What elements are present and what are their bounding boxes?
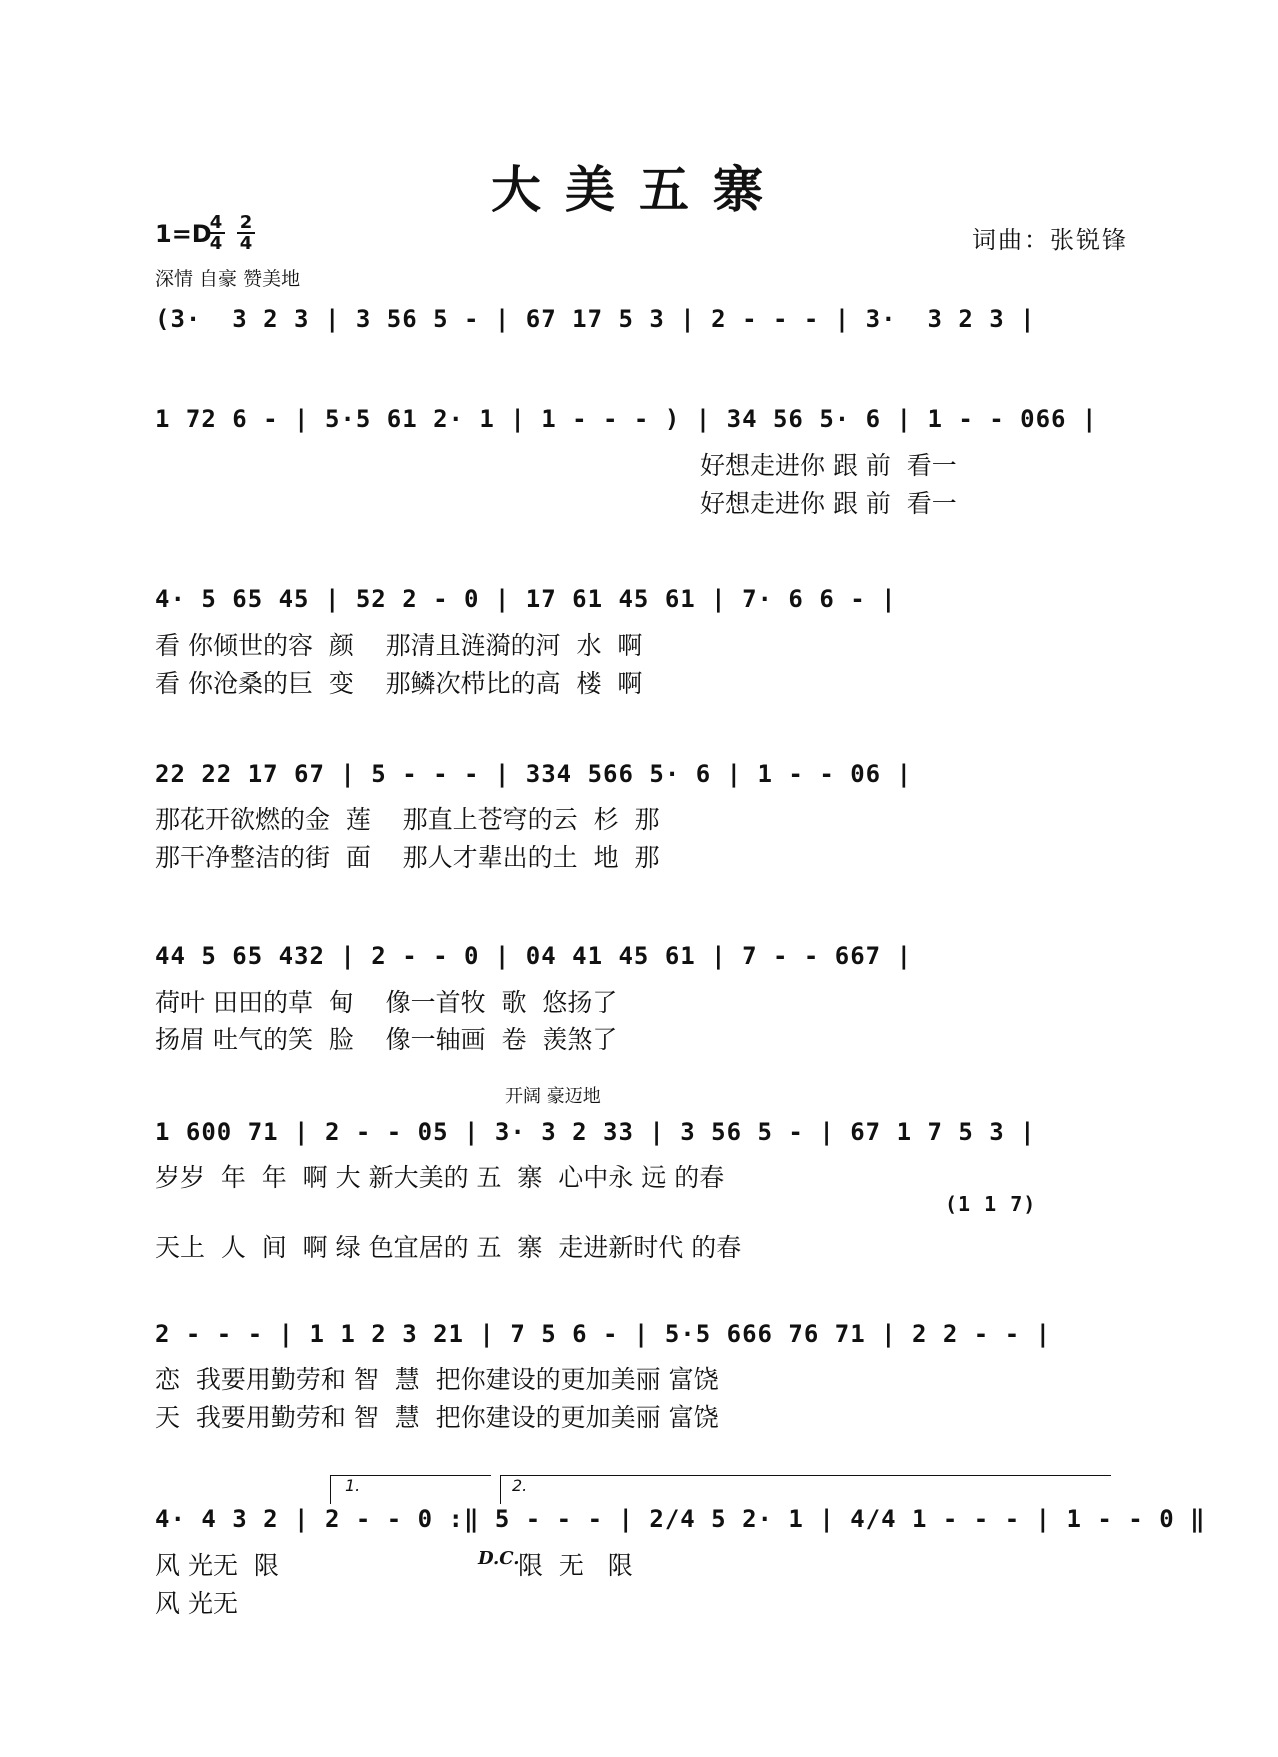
section-marking: 开阔 豪迈地 xyxy=(505,1086,601,1107)
notation-system-3: 4· 5 65 45 | 52 2 - 0 | 17 61 45 61 | 7· 6 6 - | xyxy=(155,585,897,613)
lyric-line-1-continued: 限 无 限 xyxy=(518,1551,633,1580)
lyric-line-2: 扬眉 吐气的笑 脸 像一轴画 卷 羡煞了 xyxy=(155,1025,618,1054)
notation-system-8: 4· 4 3 2 | 2 - - 0 :‖ 5 - - - | 2/4 5 2· 1 | 4/4 1 - - - | 1 - - 0 ‖ xyxy=(155,1505,1206,1533)
alternate-notes: (1 1 7) xyxy=(945,1192,1037,1216)
lyric-line-1: 好想走进你 跟 前 看一 xyxy=(700,451,957,480)
time-signature-4-4 xyxy=(205,214,227,252)
notation-system-5: 44 5 65 432 | 2 - - 0 | 04 41 45 61 | 7 - - 667 | xyxy=(155,942,913,970)
lyric-line-2: 风 光无 xyxy=(155,1589,238,1618)
notation-system-7: 2 - - - | 1 1 2 3 21 | 7 5 6 - | 5·5 666 76 71 | 2 2 - - | xyxy=(155,1320,1052,1348)
lyric-line-2: 天上 人 间 啊 绿 色宜居的 五 寨 走进新时代 的春 xyxy=(155,1233,742,1262)
time-signature-2-4 xyxy=(235,214,257,252)
key-signature: 1=D xyxy=(155,220,212,248)
lyric-line-1: 岁岁 年 年 啊 大 新大美的 五 寨 心中永 远 的春 xyxy=(155,1163,725,1192)
time-sig-denominator: 4 xyxy=(209,233,223,254)
author-credit: 词曲：张锐锋 xyxy=(972,226,1128,254)
notation-system-2: 1 72 6 - | 5·5 61 2· 1 | 1 - - - ) | 34 56 5· 6 | 1 - - 066 | xyxy=(155,405,1098,433)
volta-number-2: 2. xyxy=(512,1476,528,1495)
volta-bracket-2 xyxy=(500,1475,1111,1504)
notation-system-4: 22 22 17 67 | 5 - - - | 334 566 5· 6 | 1 - - 06 | xyxy=(155,760,913,788)
lyric-line-1: 看 你倾世的容 颜 那清且涟漪的河 水 啊 xyxy=(155,631,643,660)
lyric-line-1: 风 光无 限 xyxy=(155,1551,279,1580)
lyric-line-2: 好想走进你 跟 前 看一 xyxy=(700,489,957,518)
dc-marking: D.C. xyxy=(478,1548,520,1569)
time-sig-numerator: 2 xyxy=(239,212,253,233)
notation-system-6: 1 600 71 | 2 - - 05 | 3· 3 2 33 | 3 56 5 - | 67 1 7 5 3 | xyxy=(155,1118,1036,1146)
time-sig-numerator: 4 xyxy=(209,212,223,233)
page-title: 大美五寨 xyxy=(491,160,787,219)
lyric-line-2: 看 你沧桑的巨 变 那鳞次栉比的高 楼 啊 xyxy=(155,669,643,698)
lyric-line-1: 那花开欲燃的金 莲 那直上苍穹的云 杉 那 xyxy=(155,805,660,834)
notation-system-1: (3· 3 2 3 | 3 56 5 - | 67 17 5 3 | 2 - - - | 3· 3 2 3 | xyxy=(155,305,1036,333)
time-sig-denominator: 4 xyxy=(239,233,253,254)
tempo-marking: 深情 自豪 赞美地 xyxy=(155,268,301,290)
volta-number-1: 1. xyxy=(345,1476,361,1495)
lyric-line-2: 天 我要用勤劳和 智 慧 把你建设的更加美丽 富饶 xyxy=(155,1403,719,1432)
lyric-line-1: 荷叶 田田的草 甸 像一首牧 歌 悠扬了 xyxy=(155,988,618,1017)
lyric-line-1: 恋 我要用勤劳和 智 慧 把你建设的更加美丽 富饶 xyxy=(155,1365,719,1394)
lyric-line-2: 那干净整洁的街 面 那人才辈出的土 地 那 xyxy=(155,843,660,872)
